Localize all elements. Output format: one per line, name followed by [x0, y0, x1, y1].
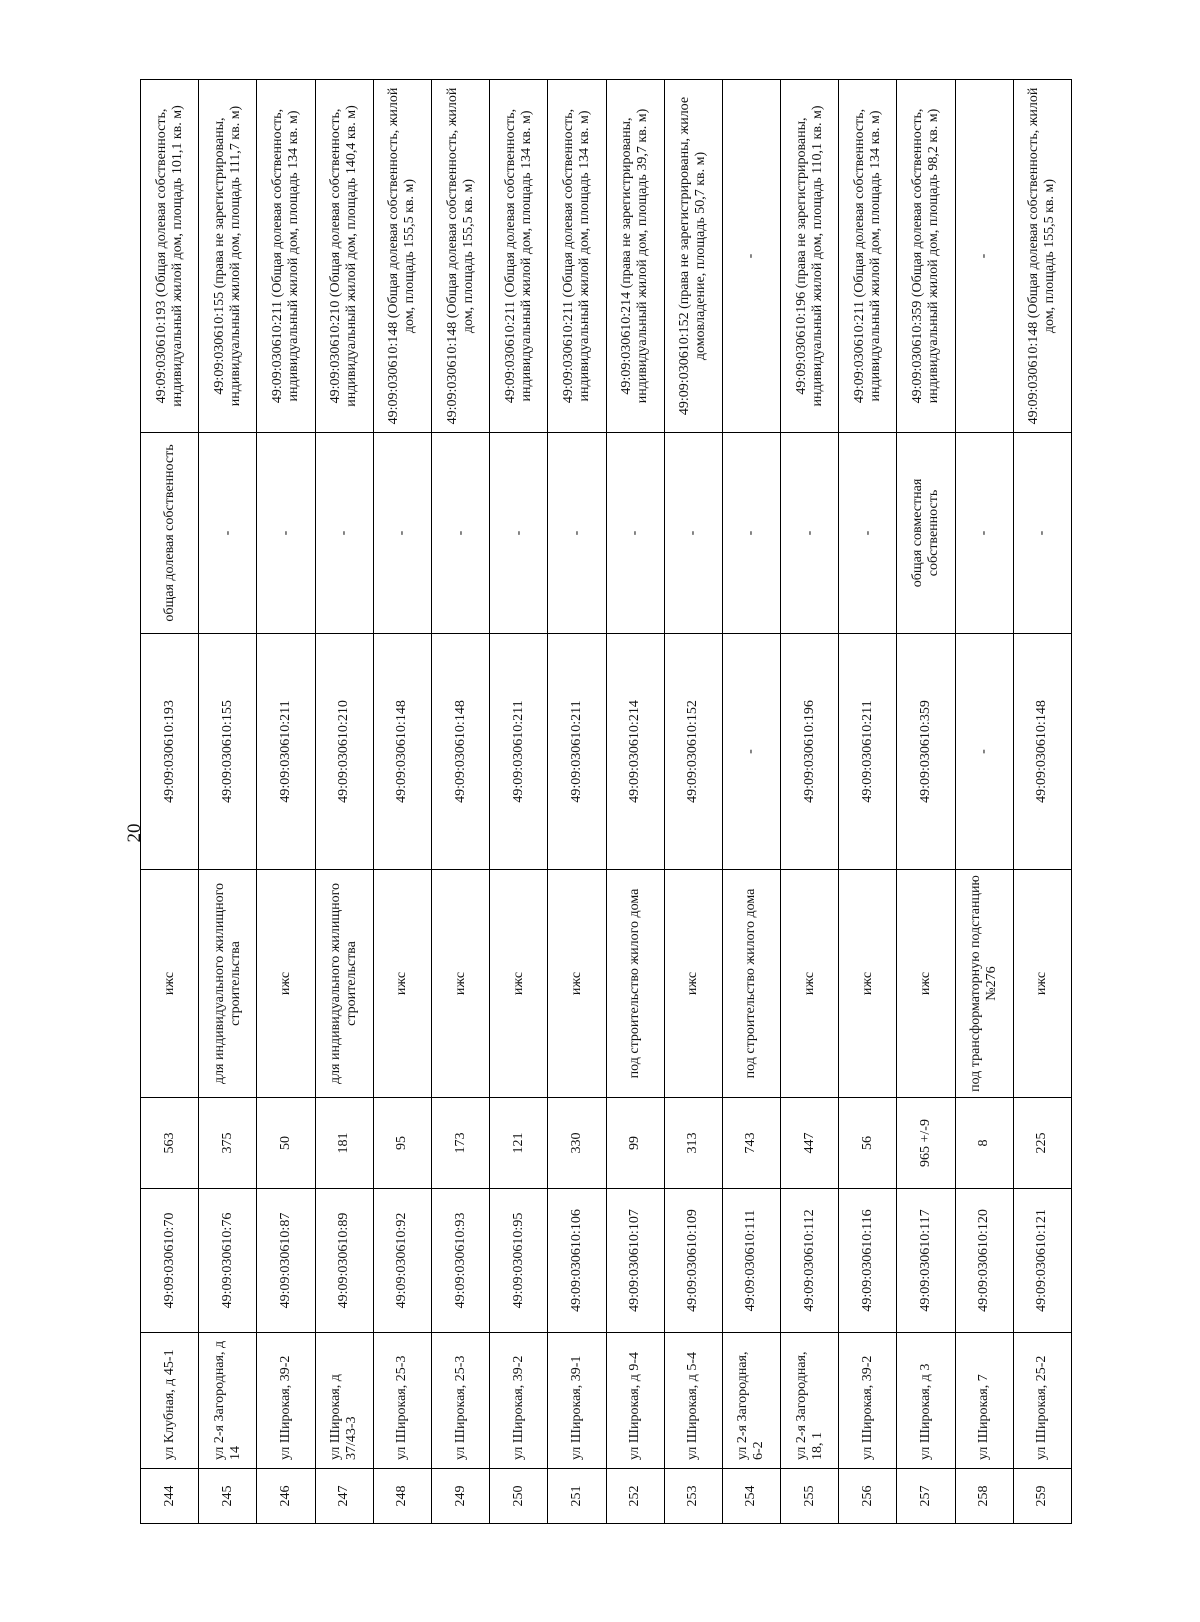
- right-type-cell: -: [781, 433, 839, 634]
- right-type-cell: -: [722, 433, 780, 634]
- address-cell: ул 2-я Загородная, 18, 1: [781, 1333, 839, 1469]
- row-number-cell: 256: [839, 1469, 897, 1524]
- table-row: [490, 80, 548, 1524]
- table-row: [839, 80, 897, 1524]
- right-type-cell: -: [315, 433, 373, 634]
- building-info-cell: -: [722, 80, 780, 433]
- permitted-use-cell: ижс: [257, 870, 315, 1098]
- area-cell: 121: [490, 1098, 548, 1189]
- building-cadastral-cell: 49:09:030610:211: [490, 634, 548, 870]
- right-type-cell: общая долевая собственность: [141, 433, 199, 634]
- address-cell: ул Широкая, д 9-4: [606, 1333, 664, 1469]
- address-cell: ул Широкая, 25-2: [1013, 1333, 1071, 1469]
- area-cell: 56: [839, 1098, 897, 1189]
- right-type-cell: -: [548, 433, 606, 634]
- area-cell: 965 +/-9: [897, 1098, 955, 1189]
- address-cell: ул Широкая, д 37/43-3: [315, 1333, 373, 1469]
- permitted-use-cell: ижс: [664, 870, 722, 1098]
- row-number-cell: 244: [141, 1469, 199, 1524]
- permitted-use-cell: ижс: [897, 870, 955, 1098]
- cadastral-number-cell: 49:09:030610:95: [490, 1189, 548, 1333]
- cadastral-number-cell: 49:09:030610:112: [781, 1189, 839, 1333]
- address-cell: ул Широкая, 39-2: [839, 1333, 897, 1469]
- right-type-cell: -: [431, 433, 489, 634]
- building-info-cell: -: [955, 80, 1013, 433]
- address-cell: ул Широкая, 39-1: [548, 1333, 606, 1469]
- building-info-cell: 49:09:030610:196 (права не зарегистрированы, индивидуальный жилой дом, площадь 110,1 кв. м): [781, 80, 839, 433]
- row-number-cell: 249: [431, 1469, 489, 1524]
- building-cadastral-cell: 49:09:030610:193: [141, 634, 199, 870]
- area-cell: 330: [548, 1098, 606, 1189]
- address-cell: ул Широкая, 25-3: [373, 1333, 431, 1469]
- row-number-cell: 248: [373, 1469, 431, 1524]
- area-cell: 447: [781, 1098, 839, 1189]
- permitted-use-cell: ижс: [373, 870, 431, 1098]
- building-info-cell: 49:09:030610:359 (Общая долевая собственность, индивидуальный жилой дом, площадь 98,2 кв. м): [897, 80, 955, 433]
- permitted-use-cell: ижс: [1013, 870, 1071, 1098]
- building-info-cell: 49:09:030610:193 (Общая долевая собственность, индивидуальный жилой дом, площадь 101,1 кв. м): [141, 80, 199, 433]
- row-number-cell: 251: [548, 1469, 606, 1524]
- row-number-cell: 245: [199, 1469, 257, 1524]
- table-row: [373, 80, 431, 1524]
- permitted-use-cell: ижс: [431, 870, 489, 1098]
- table-row: [781, 80, 839, 1524]
- table-row: [664, 80, 722, 1524]
- cadastral-number-cell: 49:09:030610:70: [141, 1189, 199, 1333]
- address-cell: ул Широкая, 39-2: [490, 1333, 548, 1469]
- cadastral-number-cell: 49:09:030610:76: [199, 1189, 257, 1333]
- table-row: [315, 80, 373, 1524]
- permitted-use-cell: для индивидуального жилищного строительства: [199, 870, 257, 1098]
- table-row: [1013, 80, 1071, 1524]
- address-cell: ул Широкая, д 5-4: [664, 1333, 722, 1469]
- permitted-use-cell: ижс: [781, 870, 839, 1098]
- building-cadastral-cell: 49:09:030610:211: [548, 634, 606, 870]
- cadastral-number-cell: 49:09:030610:107: [606, 1189, 664, 1333]
- row-number-cell: 250: [490, 1469, 548, 1524]
- address-cell: ул 2-я Загородная, д 14: [199, 1333, 257, 1469]
- row-number-cell: 247: [315, 1469, 373, 1524]
- right-type-cell: -: [1013, 433, 1071, 634]
- cadastral-number-cell: 49:09:030610:106: [548, 1189, 606, 1333]
- table-row: [431, 80, 489, 1524]
- building-cadastral-cell: -: [955, 634, 1013, 870]
- building-cadastral-cell: 49:09:030610:148: [1013, 634, 1071, 870]
- building-info-cell: 49:09:030610:152 (права не зарегистрированы, жилое домовладение, площадь 50,7 кв. м): [664, 80, 722, 433]
- table-row: [141, 80, 199, 1524]
- building-cadastral-cell: 49:09:030610:359: [897, 634, 955, 870]
- building-info-cell: 49:09:030610:155 (права не зарегистрированы, индивидуальный жилой дом, площадь 111,7 кв. м): [199, 80, 257, 433]
- address-cell: ул Широкая, 25-3: [431, 1333, 489, 1469]
- area-cell: 313: [664, 1098, 722, 1189]
- table-row: [257, 80, 315, 1524]
- area-cell: 225: [1013, 1098, 1071, 1189]
- address-cell: ул 2-я Загородная, 6-2: [722, 1333, 780, 1469]
- table-row: [548, 80, 606, 1524]
- building-cadastral-cell: 49:09:030610:210: [315, 634, 373, 870]
- table-row: [955, 80, 1013, 1524]
- permitted-use-cell: для индивидуального жилищного строительства: [315, 870, 373, 1098]
- address-cell: ул Широкая, 39-2: [257, 1333, 315, 1469]
- table-row: [606, 80, 664, 1524]
- building-info-cell: 49:09:030610:211 (Общая долевая собственность, индивидуальный жилой дом, площадь 134 кв. м): [548, 80, 606, 433]
- building-info-cell: 49:09:030610:148 (Общая долевая собственность, жилой дом, площадь 155,5 кв. м): [1013, 80, 1071, 433]
- cadastral-number-cell: 49:09:030610:117: [897, 1189, 955, 1333]
- right-type-cell: общая совместная собственность: [897, 433, 955, 634]
- cadastral-number-cell: 49:09:030610:111: [722, 1189, 780, 1333]
- area-cell: 563: [141, 1098, 199, 1189]
- address-cell: ул Широкая, д 3: [897, 1333, 955, 1469]
- land-plots-table: [140, 79, 1072, 1524]
- building-cadastral-cell: 49:09:030610:214: [606, 634, 664, 870]
- right-type-cell: -: [373, 433, 431, 634]
- area-cell: 181: [315, 1098, 373, 1189]
- permitted-use-cell: под трансформаторную подстанцию №276: [955, 870, 1013, 1098]
- row-number-cell: 259: [1013, 1469, 1071, 1524]
- building-cadastral-cell: 49:09:030610:148: [431, 634, 489, 870]
- right-type-cell: -: [490, 433, 548, 634]
- cadastral-number-cell: 49:09:030610:121: [1013, 1189, 1071, 1333]
- right-type-cell: -: [839, 433, 897, 634]
- cadastral-number-cell: 49:09:030610:93: [431, 1189, 489, 1333]
- building-info-cell: 49:09:030610:148 (Общая долевая собственность, жилой дом, площадь 155,5 кв. м): [431, 80, 489, 433]
- cadastral-number-cell: 49:09:030610:89: [315, 1189, 373, 1333]
- address-cell: ул Широкая, 7: [955, 1333, 1013, 1469]
- area-cell: 95: [373, 1098, 431, 1189]
- area-cell: 173: [431, 1098, 489, 1189]
- right-type-cell: -: [955, 433, 1013, 634]
- building-info-cell: 49:09:030610:214 (права не зарегистрированы, индивидуальный жилой дом, площадь 39,7 кв. м): [606, 80, 664, 433]
- row-number-cell: 246: [257, 1469, 315, 1524]
- area-cell: 375: [199, 1098, 257, 1189]
- building-cadastral-cell: 49:09:030610:148: [373, 634, 431, 870]
- address-cell: ул Клубная, д 45-1: [141, 1333, 199, 1469]
- permitted-use-cell: ижс: [548, 870, 606, 1098]
- row-number-cell: 252: [606, 1469, 664, 1524]
- right-type-cell: -: [257, 433, 315, 634]
- building-cadastral-cell: 49:09:030610:211: [839, 634, 897, 870]
- permitted-use-cell: ижс: [839, 870, 897, 1098]
- building-info-cell: 49:09:030610:148 (Общая долевая собственность, жилой дом, площадь 155,5 кв. м): [373, 80, 431, 433]
- permitted-use-cell: под строительство жилого дома: [722, 870, 780, 1098]
- building-cadastral-cell: 49:09:030610:152: [664, 634, 722, 870]
- cadastral-number-cell: 49:09:030610:109: [664, 1189, 722, 1333]
- cadastral-number-cell: 49:09:030610:92: [373, 1189, 431, 1333]
- row-number-cell: 255: [781, 1469, 839, 1524]
- building-cadastral-cell: 49:09:030610:196: [781, 634, 839, 870]
- right-type-cell: -: [664, 433, 722, 634]
- table-row: [897, 80, 955, 1524]
- page-number: 20: [124, 823, 145, 843]
- building-info-cell: 49:09:030610:211 (Общая долевая собственность, индивидуальный жилой дом, площадь 134 кв. м): [839, 80, 897, 433]
- building-cadastral-cell: 49:09:030610:155: [199, 634, 257, 870]
- right-type-cell: -: [606, 433, 664, 634]
- row-number-cell: 257: [897, 1469, 955, 1524]
- permitted-use-cell: под строительство жилого дома: [606, 870, 664, 1098]
- row-number-cell: 258: [955, 1469, 1013, 1524]
- cadastral-number-cell: 49:09:030610:116: [839, 1189, 897, 1333]
- permitted-use-cell: ижс: [490, 870, 548, 1098]
- table-row: [199, 80, 257, 1524]
- building-info-cell: 49:09:030610:210 (Общая долевая собственность, индивидуальный жилой дом, площадь 140,4 кв. м): [315, 80, 373, 433]
- area-cell: 50: [257, 1098, 315, 1189]
- area-cell: 743: [722, 1098, 780, 1189]
- right-type-cell: -: [199, 433, 257, 634]
- table-row: [722, 80, 780, 1524]
- rotated-table-wrapper: [140, 80, 1072, 1524]
- permitted-use-cell: ижс: [141, 870, 199, 1098]
- building-cadastral-cell: -: [722, 634, 780, 870]
- row-number-cell: 254: [722, 1469, 780, 1524]
- building-info-cell: 49:09:030610:211 (Общая долевая собственность, индивидуальный жилой дом, площадь 134 кв. м): [490, 80, 548, 433]
- cadastral-number-cell: 49:09:030610:120: [955, 1189, 1013, 1333]
- cadastral-number-cell: 49:09:030610:87: [257, 1189, 315, 1333]
- building-info-cell: 49:09:030610:211 (Общая долевая собственность, индивидуальный жилой дом, площадь 134 кв. м): [257, 80, 315, 433]
- area-cell: 8: [955, 1098, 1013, 1189]
- building-cadastral-cell: 49:09:030610:211: [257, 634, 315, 870]
- row-number-cell: 253: [664, 1469, 722, 1524]
- area-cell: 99: [606, 1098, 664, 1189]
